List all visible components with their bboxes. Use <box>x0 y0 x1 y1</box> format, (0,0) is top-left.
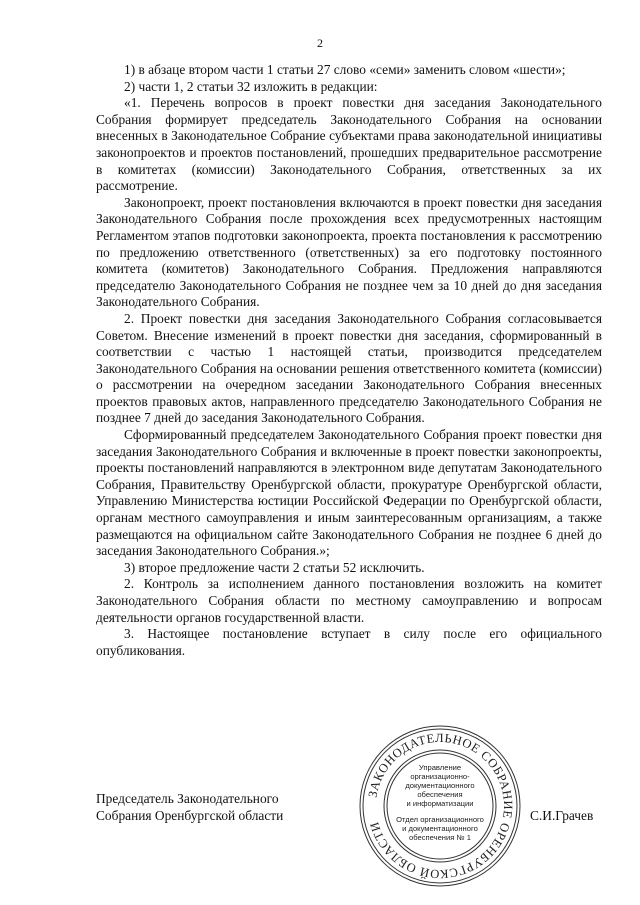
official-seal <box>356 722 524 890</box>
seal-line: организационно- <box>410 772 470 781</box>
paragraph-8: 2. Контроль за исполнением данного постановления возложить на комитет Законодательного Собрания области по местному самоуправлению и вопросам деятельности органов государственной власти. <box>96 576 602 625</box>
paragraph-7: 3) второе предложение части 2 статьи 52 исключить. <box>124 559 425 575</box>
seal-line: Отдел организационного <box>396 815 484 824</box>
seal-line: обеспечения № 1 <box>409 833 471 842</box>
seal-line: и документационного <box>402 824 478 833</box>
paragraph-2: 2) части 1, 2 статьи 32 изложить в редакции: <box>124 78 378 94</box>
seal-ring-text: ЗАКОНОДАТЕЛЬНОЕ СОБРАНИЕ ОРЕНБУРГСКОЙ ОБЛАСТИ <box>365 730 516 882</box>
seal-line: Управление <box>418 763 462 772</box>
signatory-name: С.И.Грачев <box>530 808 594 823</box>
signatory-title-line-1: Председатель Законодательного <box>96 791 279 806</box>
paragraph-5: 2. Проект повестки дня заседания Законодательного Собрания согласовывается Советом. Внесение изменений в проект повестки дня заседания, сформированный в соответствии с частью 1 настоящей статьи, производится председателем Законодательного Собрания на основании решения ответственного комитета (комиссии) о рассмотрении на очередном заседании Законодательного Собрания внесенных проектов правовых актов, направленного председателю Законодательного Собрания не позднее 7 дней до заседания Законодательного Собрания. <box>96 310 602 426</box>
document-body <box>96 62 602 659</box>
seal-line: обеспечения <box>417 790 463 799</box>
signatory-title-line-2: Собрания Оренбургской области <box>96 808 284 823</box>
paragraph-3: «1. Перечень вопросов в проект повестки дня заседания Законодательного Собрания формирует председатель Законодательного Собрания на основании внесенных в Законодательное Собрание субъектами права законодательной инициативы законопроектов и проектов постановлений, прошедших предварительное рассмотрение в комитетах (комиссии) Законодательного Собрания, ответственных за их рассмотрение. <box>96 95 602 194</box>
page-number: 2 <box>317 36 323 50</box>
seal-line: и информатизации <box>406 799 474 808</box>
paragraph-6: Сформированный председателем Законодательного Собрания проект повестки дня заседания Законодательного Собрания и включенные в проект повестки законопроекты, проекты постановлений направляются в электронном виде депутатам Законодательного Собрания, Правительству Оренбургской области, прокуратуре Оренбургской области, Управлению Министерства юстиции Российской Федерации по Оренбургской области, органам местного самоуправления и иным заинтересованным организациям, а также размещаются на официальном сайте Законодательного Собрания не позднее 6 дней до заседания Законодательного Собрания.»; <box>96 427 602 559</box>
signature-block <box>96 790 283 824</box>
seal-line: документационного <box>405 781 475 790</box>
paragraph-4: Законопроект, проект постановления включаются в проект повестки дня заседания Законодательного Собрания после прохождения всех предусмотренных настоящим Регламентом этапов подготовки законопроекта, проекта постановления к рассмотрению по предложению ответственного (ответственных) за его подготовку постоянного комитета (комитетов) Законодательного Собрания. Предложения направляются председателю Законодательного Собрания не позднее чем за 10 дней до дня заседания Законодательного Собрания. <box>96 194 602 310</box>
paragraph-1: 1) в абзаце втором части 1 статьи 27 слово «семи» заменить словом «шести»; <box>124 62 566 77</box>
paragraph-9: 3. Настоящее постановление вступает в силу после его официального опубликования. <box>96 626 602 658</box>
